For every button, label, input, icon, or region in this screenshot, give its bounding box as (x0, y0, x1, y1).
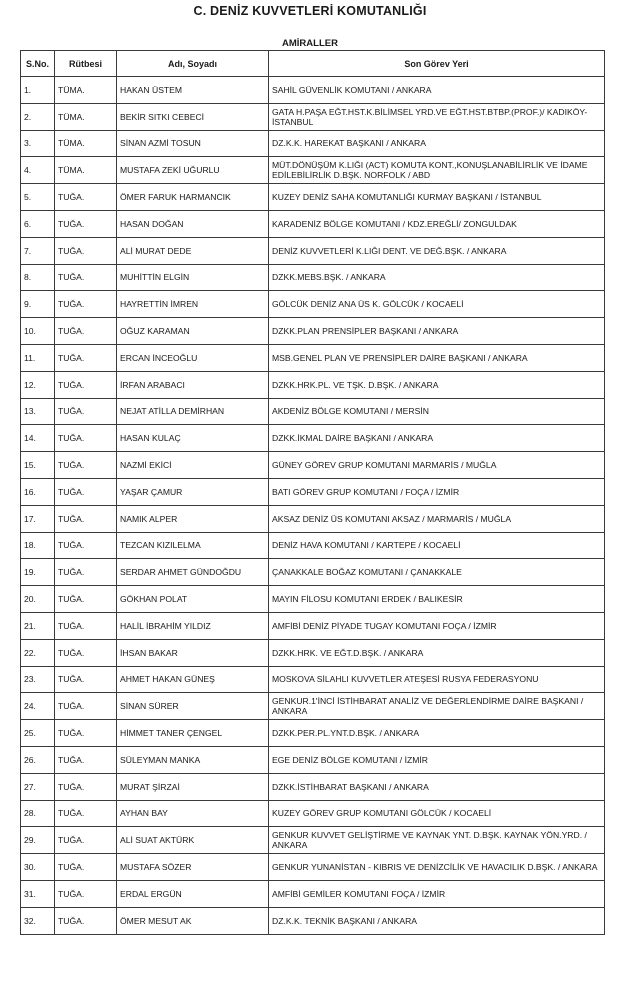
table-row (21, 559, 605, 586)
table-row (21, 77, 605, 104)
row-number: 28. (21, 800, 55, 827)
table-row (21, 612, 605, 639)
row-rank: TUĞA. (55, 264, 117, 291)
row-rank: TUĞA. (55, 720, 117, 747)
row-rank: TUĞA. (55, 693, 117, 720)
row-name: SİNAN AZMİ TOSUN (117, 130, 269, 157)
header-rank: Rütbesi (55, 51, 117, 77)
row-name: ALİ SUAT AKTÜRK (117, 827, 269, 854)
table-row (21, 746, 605, 773)
row-last-post: SAHİL GÜVENLİK KOMUTANI / ANKARA (269, 77, 605, 104)
row-name: ERDAL ERGÜN (117, 880, 269, 907)
table-row (21, 478, 605, 505)
row-number: 11. (21, 344, 55, 371)
row-number: 22. (21, 639, 55, 666)
row-last-post: DZKK.İKMAL DAİRE BAŞKANI / ANKARA (269, 425, 605, 452)
table-row (21, 264, 605, 291)
row-rank: TUĞA. (55, 666, 117, 693)
row-last-post: KUZEY DENİZ SAHA KOMUTANLIĞI KURMAY BAŞKANI / İSTANBUL (269, 184, 605, 211)
row-last-post: DZKK.HRK. VE EĞT.D.BŞK. / ANKARA (269, 639, 605, 666)
row-rank: TUĞA. (55, 210, 117, 237)
row-rank: TUĞA. (55, 773, 117, 800)
row-name: HAKAN ÜSTEM (117, 77, 269, 104)
row-rank: TUĞA. (55, 291, 117, 318)
row-name: ÖMER MESUT AK (117, 907, 269, 934)
row-rank: TÜMA. (55, 77, 117, 104)
table-row (21, 318, 605, 345)
row-last-post: MÜT.DÖNÜŞÜM K.LIĞI (ACT) KOMUTA KONT.,KONUŞLANABİLİRLİK VE İDAME EDİLEBİLİRLİK D.BŞK. NORFOLK / ABD (269, 157, 605, 184)
row-last-post: DZKK.MEBS.BŞK. / ANKARA (269, 264, 605, 291)
row-name: HASAN KULAÇ (117, 425, 269, 452)
row-rank: TÜMA. (55, 157, 117, 184)
table-header-row (21, 51, 605, 77)
row-last-post: DZKK.PLAN PRENSİPLER BAŞKANI / ANKARA (269, 318, 605, 345)
row-name: ÖMER FARUK HARMANCIK (117, 184, 269, 211)
row-last-post: DENİZ HAVA KOMUTANI / KARTEPE / KOCAELİ (269, 532, 605, 559)
table-row (21, 371, 605, 398)
row-number: 4. (21, 157, 55, 184)
row-last-post: AMFİBİ DENİZ PİYADE TUGAY KOMUTANI FOÇA / İZMİR (269, 612, 605, 639)
table-row (21, 425, 605, 452)
row-number: 27. (21, 773, 55, 800)
row-last-post: DZ.K.K. TEKNİK BAŞKANI / ANKARA (269, 907, 605, 934)
row-rank: TUĞA. (55, 612, 117, 639)
row-last-post: DENİZ KUVVETLERİ K.LIĞI DENT. VE DEĞ.BŞK. / ANKARA (269, 237, 605, 264)
row-name: OĞUZ KARAMAN (117, 318, 269, 345)
row-rank: TÜMA. (55, 130, 117, 157)
section-subtitle: AMİRALLER (282, 38, 338, 49)
row-rank: TUĞA. (55, 398, 117, 425)
row-last-post: MAYIN FİLOSU KOMUTANI ERDEK / BALIKESİR (269, 586, 605, 613)
row-last-post: DZKK.İSTİHBARAT BAŞKANI / ANKARA (269, 773, 605, 800)
row-rank: TUĞA. (55, 639, 117, 666)
row-number: 3. (21, 130, 55, 157)
row-last-post: DZKK.PER.PL.YNT.D.BŞK. / ANKARA (269, 720, 605, 747)
row-number: 19. (21, 559, 55, 586)
row-rank: TUĞA. (55, 344, 117, 371)
row-name: GÖKHAN POLAT (117, 586, 269, 613)
row-number: 5. (21, 184, 55, 211)
row-last-post: ÇANAKKALE BOĞAZ KOMUTANI / ÇANAKKALE (269, 559, 605, 586)
table-row (21, 452, 605, 479)
row-number: 32. (21, 907, 55, 934)
row-number: 30. (21, 854, 55, 881)
row-name: HAYRETTİN İMREN (117, 291, 269, 318)
table-row (21, 907, 605, 934)
table-row (21, 586, 605, 613)
row-name: SİNAN SÜRER (117, 693, 269, 720)
table-row (21, 639, 605, 666)
row-name: AHMET HAKAN GÜNEŞ (117, 666, 269, 693)
row-rank: TUĞA. (55, 854, 117, 881)
row-number: 18. (21, 532, 55, 559)
row-number: 14. (21, 425, 55, 452)
row-name: NEJAT ATİLLA DEMİRHAN (117, 398, 269, 425)
row-rank: TUĞA. (55, 800, 117, 827)
table-row (21, 210, 605, 237)
admirals-table (20, 50, 605, 935)
row-last-post: GENKUR.1'İNCİ İSTİHBARAT ANALİZ VE DEĞERLENDİRME DAİRE BAŞKANI / ANKARA (269, 693, 605, 720)
row-rank: TUĞA. (55, 184, 117, 211)
row-name: ERCAN İNCEOĞLU (117, 344, 269, 371)
row-rank: TUĞA. (55, 505, 117, 532)
table-row (21, 130, 605, 157)
table-row (21, 880, 605, 907)
row-rank: TUĞA. (55, 452, 117, 479)
row-name: YAŞAR ÇAMUR (117, 478, 269, 505)
row-name: SERDAR AHMET GÜNDOĞDU (117, 559, 269, 586)
row-number: 31. (21, 880, 55, 907)
row-last-post: KARADENİZ BÖLGE KOMUTANI / KDZ.EREĞLİ/ ZONGULDAK (269, 210, 605, 237)
row-name: ALİ MURAT DEDE (117, 237, 269, 264)
row-rank: TUĞA. (55, 880, 117, 907)
row-number: 17. (21, 505, 55, 532)
row-last-post: DZ.K.K. HAREKAT BAŞKANI / ANKARA (269, 130, 605, 157)
row-rank: TUĞA. (55, 532, 117, 559)
row-last-post: MOSKOVA SİLAHLI KUVVETLER ATEŞESİ RUSYA FEDERASYONU (269, 666, 605, 693)
row-rank: TUĞA. (55, 827, 117, 854)
header-sno: S.No. (21, 51, 55, 77)
table-row (21, 237, 605, 264)
row-number: 29. (21, 827, 55, 854)
table-row (21, 854, 605, 881)
page-title: C. DENİZ KUVVETLERİ KOMUTANLIĞI (193, 4, 427, 18)
row-rank: TUĞA. (55, 907, 117, 934)
row-name: MUSTAFA SÖZER (117, 854, 269, 881)
table-row (21, 157, 605, 184)
row-last-post: GENKUR KUVVET GELİŞTİRME VE KAYNAK YNT. D.BŞK. KAYNAK YÖN.YRD. / ANKARA (269, 827, 605, 854)
row-number: 7. (21, 237, 55, 264)
row-number: 6. (21, 210, 55, 237)
row-number: 12. (21, 371, 55, 398)
row-number: 8. (21, 264, 55, 291)
header-post: Son Görev Yeri (269, 51, 605, 77)
row-rank: TUĞA. (55, 318, 117, 345)
row-last-post: MSB.GENEL PLAN VE PRENSİPLER DAİRE BAŞKANI / ANKARA (269, 344, 605, 371)
row-rank: TUĞA. (55, 586, 117, 613)
table-row (21, 505, 605, 532)
table-row (21, 666, 605, 693)
table-row (21, 720, 605, 747)
row-number: 23. (21, 666, 55, 693)
table-row (21, 398, 605, 425)
row-name: MUSTAFA ZEKİ UĞURLU (117, 157, 269, 184)
table-row (21, 291, 605, 318)
row-last-post: AMFİBİ GEMİLER KOMUTANI FOÇA / İZMİR (269, 880, 605, 907)
row-last-post: AKDENİZ BÖLGE KOMUTANI / MERSİN (269, 398, 605, 425)
row-last-post: BATI GÖREV GRUP KOMUTANI / FOÇA / İZMİR (269, 478, 605, 505)
row-name: MURAT ŞİRZAİ (117, 773, 269, 800)
row-name: HİMMET TANER ÇENGEL (117, 720, 269, 747)
row-rank: TÜMA. (55, 103, 117, 130)
row-last-post: KUZEY GÖREV GRUP KOMUTANI GÖLCÜK / KOCAELİ (269, 800, 605, 827)
table-row (21, 344, 605, 371)
row-name: NAMIK ALPER (117, 505, 269, 532)
row-last-post: GÖLCÜK DENİZ ANA ÜS K. GÖLCÜK / KOCAELİ (269, 291, 605, 318)
row-last-post: EGE DENİZ BÖLGE KOMUTANI / İZMİR (269, 746, 605, 773)
row-name: İHSAN BAKAR (117, 639, 269, 666)
table-body (21, 77, 605, 935)
row-last-post: GATA H.PAŞA EĞT.HST.K.BİLİMSEL YRD.VE EĞT.HST.BTBP.(PROF.)/ KADIKÖY-İSTANBUL (269, 103, 605, 130)
row-rank: TUĞA. (55, 425, 117, 452)
header-name: Adı, Soyadı (117, 51, 269, 77)
row-number: 2. (21, 103, 55, 130)
row-rank: TUĞA. (55, 559, 117, 586)
row-name: MUHİTTİN ELGİN (117, 264, 269, 291)
table-row (21, 184, 605, 211)
row-number: 10. (21, 318, 55, 345)
row-number: 24. (21, 693, 55, 720)
row-last-post: GENKUR YUNANİSTAN - KIBRIS VE DENİZCİLİK VE HAVACILIK D.BŞK. / ANKARA (269, 854, 605, 881)
row-rank: TUĞA. (55, 237, 117, 264)
row-last-post: GÜNEY GÖREV GRUP KOMUTANI MARMARİS / MUĞLA (269, 452, 605, 479)
row-name: HASAN DOĞAN (117, 210, 269, 237)
row-number: 21. (21, 612, 55, 639)
row-number: 13. (21, 398, 55, 425)
row-name: İRFAN ARABACI (117, 371, 269, 398)
table-row (21, 693, 605, 720)
row-name: HALİL İBRAHİM YILDIZ (117, 612, 269, 639)
row-name: NAZMİ EKİCİ (117, 452, 269, 479)
table-row (21, 773, 605, 800)
row-number: 9. (21, 291, 55, 318)
row-number: 26. (21, 746, 55, 773)
row-number: 16. (21, 478, 55, 505)
row-rank: TUĞA. (55, 371, 117, 398)
row-name: BEKİR SITKI CEBECİ (117, 103, 269, 130)
row-rank: TUĞA. (55, 478, 117, 505)
row-name: SÜLEYMAN MANKA (117, 746, 269, 773)
row-name: TEZCAN KIZILELMA (117, 532, 269, 559)
row-last-post: DZKK.HRK.PL. VE TŞK. D.BŞK. / ANKARA (269, 371, 605, 398)
row-last-post: AKSAZ DENİZ ÜS KOMUTANI AKSAZ / MARMARİS / MUĞLA (269, 505, 605, 532)
row-number: 20. (21, 586, 55, 613)
table-row (21, 827, 605, 854)
row-number: 25. (21, 720, 55, 747)
row-number: 15. (21, 452, 55, 479)
row-rank: TUĞA. (55, 746, 117, 773)
table-row (21, 103, 605, 130)
row-name: AYHAN BAY (117, 800, 269, 827)
row-number: 1. (21, 77, 55, 104)
table-row (21, 800, 605, 827)
table-row (21, 532, 605, 559)
